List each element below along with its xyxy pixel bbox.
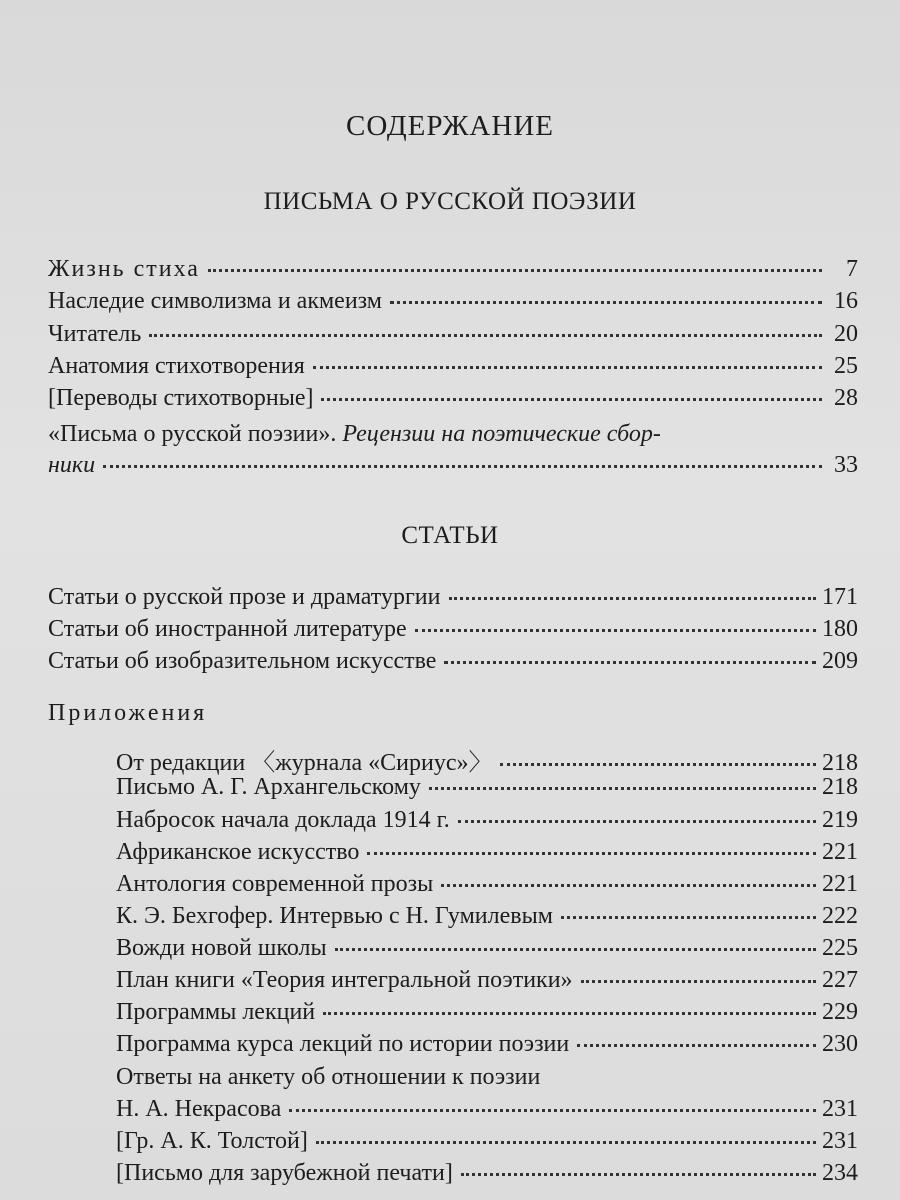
dot-leader: [441, 883, 816, 887]
appendix-heading: Приложения: [48, 700, 208, 726]
entry-page: 221: [822, 871, 858, 897]
entry-title: От редакции 〈журнала «Сириус»〉: [116, 750, 493, 776]
dot-leader: [444, 660, 816, 664]
entry-subtitle-cont: ники: [48, 452, 96, 478]
toc-entry: [116, 1031, 858, 1065]
dot-leader: [367, 851, 816, 855]
page-title: СОДЕРЖАНИЕ: [346, 110, 554, 142]
entry-page: 218: [822, 774, 858, 800]
entry-title: Статьи о русской прозе и драматургии: [48, 584, 441, 610]
entry-page: 180: [822, 616, 858, 642]
entry-page: 218: [822, 750, 858, 776]
dot-leader: [208, 268, 822, 272]
entry-title: [Гр. А. К. Толстой]: [116, 1128, 308, 1154]
entry-title: Антология современной прозы: [116, 871, 434, 897]
entry-title: Вожди новой школы: [116, 935, 327, 961]
entry-title: Набросок начала доклада 1914 г.: [116, 807, 450, 833]
entry-title: Н. А. Некрасова: [116, 1096, 282, 1122]
entry-page: 230: [822, 1031, 858, 1057]
dot-leader: [316, 1140, 816, 1144]
entry-page: 7: [846, 256, 858, 282]
toc-entry: [116, 1128, 858, 1162]
dot-leader: [313, 365, 822, 369]
entry-title: Жизнь стиха: [48, 256, 200, 282]
toc-entry: [48, 385, 858, 419]
dot-leader: [458, 819, 816, 823]
toc-entry: [116, 903, 858, 937]
entry-page: 225: [822, 935, 858, 961]
entry-title: План книги «Теория интегральной поэтики»: [116, 967, 573, 993]
entry-subtitle: Рецензии на поэтические сбор-: [342, 421, 661, 447]
entry-page: 25: [834, 353, 858, 379]
dot-leader: [500, 762, 816, 766]
toc-entry: [116, 871, 858, 905]
entry-title: «Письма о русской поэзии».: [48, 421, 337, 447]
entry-page: 234: [822, 1160, 858, 1186]
section-heading: ПИСЬМА О РУССКОЙ ПОЭЗИИ: [263, 188, 637, 215]
dot-leader: [561, 915, 816, 919]
toc-entry: [48, 648, 858, 682]
toc-entry: [48, 584, 858, 618]
toc-entry: [116, 935, 858, 969]
toc-entry: [116, 807, 858, 841]
toc-entry: [48, 353, 858, 387]
entry-title: Статьи об изобразительном искусстве: [48, 648, 437, 674]
dot-leader: [581, 979, 816, 983]
dot-leader: [390, 300, 822, 304]
entry-title: Африканское искусство: [116, 839, 360, 865]
dot-leader: [577, 1043, 816, 1047]
toc-entry: [48, 321, 858, 355]
entry-title: [Письмо для зарубежной печати]: [116, 1160, 453, 1186]
toc-entry: [116, 774, 858, 808]
dot-leader: [429, 786, 816, 790]
dot-leader: [449, 596, 817, 600]
entry-page: 28: [834, 385, 858, 411]
dot-leader: [461, 1172, 816, 1176]
dot-leader: [335, 947, 816, 951]
section-heading: СТАТЬИ: [401, 522, 499, 549]
entry-page: 227: [822, 967, 858, 993]
entry-page: 209: [822, 648, 858, 674]
dot-leader: [103, 464, 822, 468]
toc-entry: [116, 1096, 858, 1130]
entry-title: Анатомия стихотворения: [48, 353, 305, 379]
dot-leader: [415, 628, 816, 632]
toc-entry: [116, 967, 858, 1001]
entry-title: Читатель: [48, 321, 142, 347]
toc-entry-first-line: Ответы на анкету об отношении к поэзии: [116, 1064, 541, 1090]
toc-entry: [116, 839, 858, 873]
entry-page: 171: [822, 584, 858, 610]
toc-entry: [116, 1160, 858, 1194]
entry-page: 20: [834, 321, 858, 347]
entry-page: 222: [822, 903, 858, 929]
toc-entry: [116, 999, 858, 1033]
entry-title: [Переводы стихотворные]: [48, 385, 314, 411]
entry-page: 231: [822, 1096, 858, 1122]
entry-page: 231: [822, 1128, 858, 1154]
entry-page: 221: [822, 839, 858, 865]
entry-title: Статьи об иностранной литературе: [48, 616, 407, 642]
entry-page: 229: [822, 999, 858, 1025]
toc-entry-first-line: [48, 421, 661, 448]
entry-page: 33: [834, 452, 858, 478]
dot-leader: [321, 397, 822, 401]
toc-entry: [48, 288, 858, 322]
entry-title: Программы лекций: [116, 999, 316, 1025]
entry-title: К. Э. Бехгофер. Интервью с Н. Гумилевым: [116, 903, 553, 929]
dot-leader: [323, 1011, 816, 1015]
toc-entry: [48, 452, 858, 486]
toc-entry: [48, 616, 858, 650]
entry-page: 16: [834, 288, 858, 314]
entry-title: Наследие символизма и акмеизм: [48, 288, 382, 314]
toc-entry: [48, 256, 858, 290]
entry-page: 219: [822, 807, 858, 833]
dot-leader: [289, 1108, 816, 1112]
toc-entry: [116, 742, 858, 776]
entry-title: Письмо А. Г. Архангельскому: [116, 774, 421, 800]
entry-title: Программа курса лекций по истории поэзии: [116, 1031, 570, 1057]
dot-leader: [149, 333, 822, 337]
